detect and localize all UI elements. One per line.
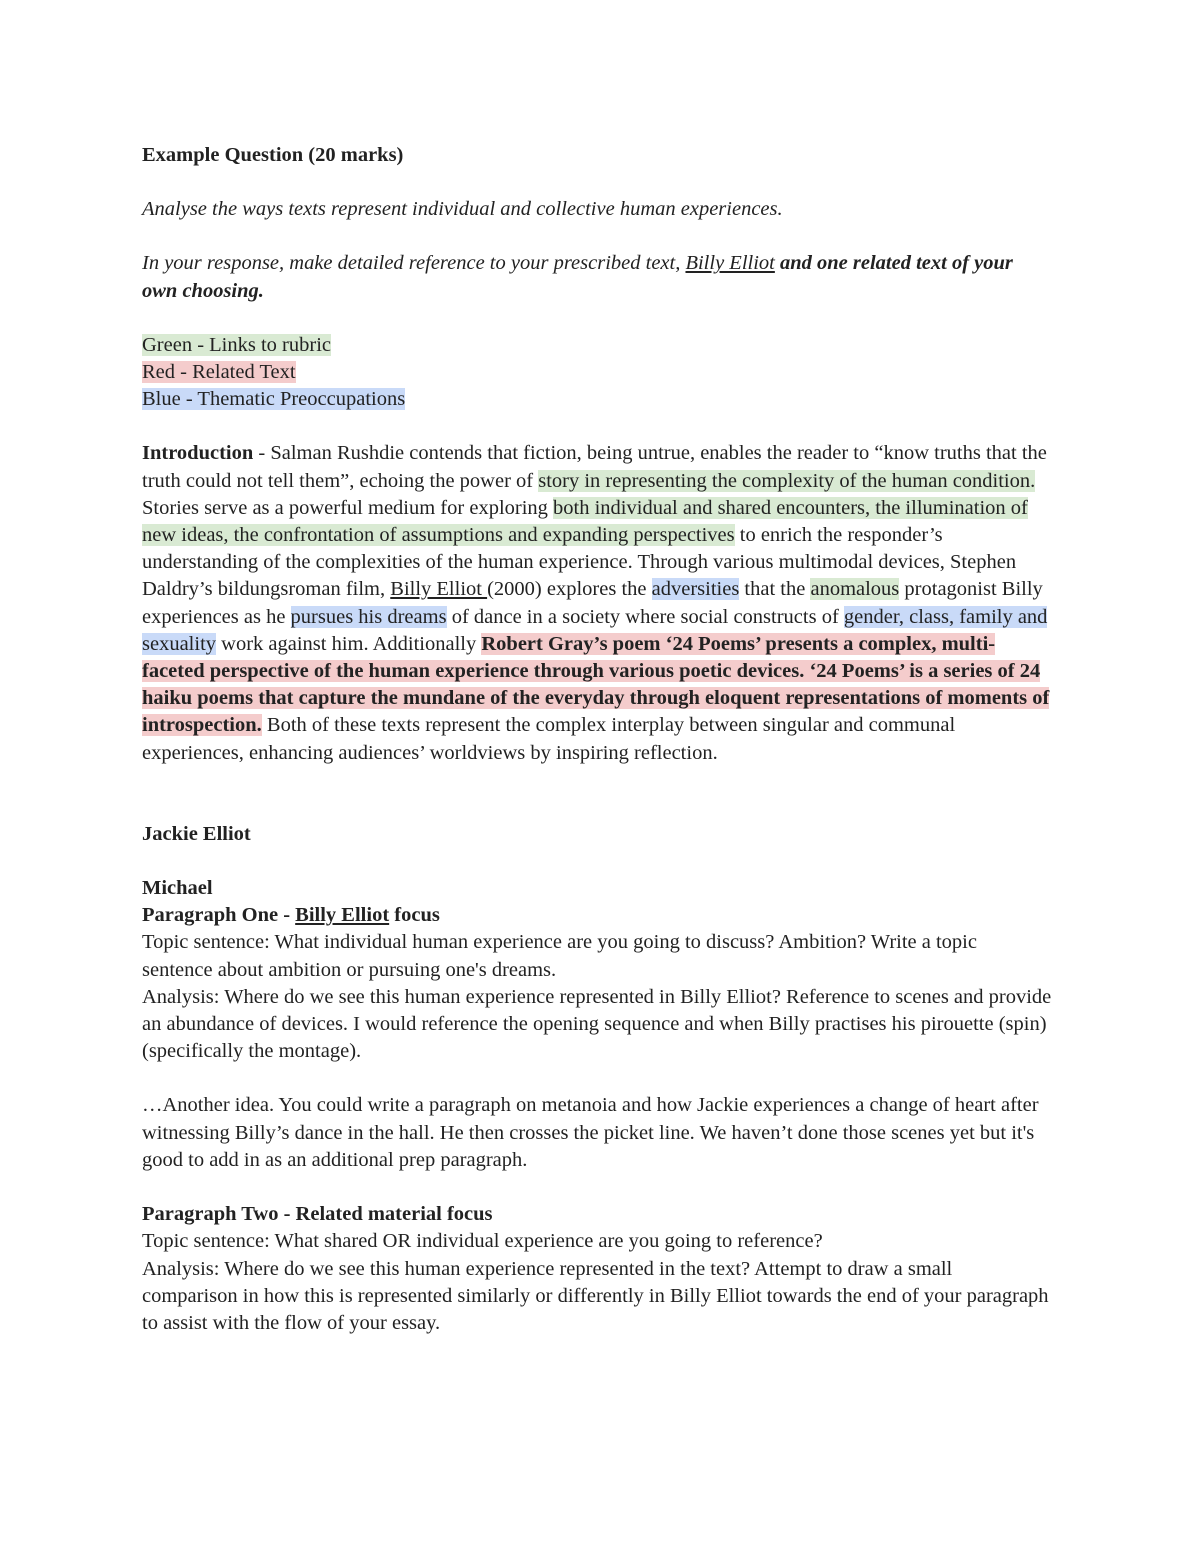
spacer (142, 169, 1052, 196)
intro-text: of dance in a society where social constructs of (446, 605, 844, 628)
intro-text: Both of these texts represent the complex interplay between singular and communal experiences, enhancing audiences’ worldviews by inspiring reflection. (142, 714, 956, 764)
question-prompt: Analyse the ways texts represent individual and collective human experiences. (142, 198, 783, 221)
paragraph-one-heading (142, 902, 1052, 929)
rubric-highlight: both individual and shared encounters, the illumination of new ideas, the confrontation of assumptions and expanding perspectives (142, 496, 1028, 547)
legend-green-line (142, 332, 1052, 359)
paragraph-one-analysis: Analysis: Where do we see this human experience represented in Billy Elliot? Reference to scenes and provide an abundance of devices. I would reference the opening sequence and when Billy practises his pirouette (spin) (specifically the montage). (142, 985, 1052, 1063)
introduction-label: Introduction (142, 442, 254, 465)
legend-blue-line (142, 386, 1052, 413)
legend-green: Green - Links to rubric (142, 333, 331, 356)
heading-jackie-elliot: Jackie Elliot (142, 822, 251, 845)
heading-end: focus (389, 904, 440, 927)
paragraph-two-heading: Paragraph Two - Related material focus (142, 1203, 493, 1226)
rubric-highlight: story in representing the complexity of the human condition. (538, 469, 1036, 492)
spacer (142, 767, 1052, 821)
spacer (142, 1174, 1052, 1201)
paragraph-one-idea: …Another idea. You could write a paragraph on metanoia and how Jackie experiences a change of heart after witnessing Billy’s dance in the hall. He then crosses the picket line. We haven’t done those scenes yet but it's good to add in as an additional prep paragraph. (142, 1094, 1039, 1171)
intro-text: that the (739, 578, 811, 601)
instruction-start: In your response, make detailed reference to your prescribed text, (142, 252, 686, 275)
heading-michael: Michael (142, 877, 213, 900)
intro-text: to enrich the responder’s understanding of the complexities of the human experience. Through various multimodal devices, Stephen Daldry’s bildungsroman film, (142, 524, 1017, 601)
heading-start: Paragraph One - (142, 904, 296, 927)
paragraph-two-topic: Topic sentence: What shared OR individual experience are you going to reference? (142, 1230, 823, 1253)
spacer (142, 223, 1052, 250)
legend-blue: Blue - Thematic Preoccupations (142, 388, 406, 411)
rubric-highlight: anomalous (810, 578, 900, 601)
paragraph-two-analysis: Analysis: Where do we see this human experience represented in the text? Attempt to draw a small comparison in how this is represented similarly or differently in Billy Elliot towards the end of your paragraph to assist with the flow of your essay. (142, 1257, 1049, 1334)
intro-text: (2000) explores the (487, 578, 652, 601)
related-text-highlight: Robert Gray’s poem ‘24 Poems’ presents a complex, multi-faceted perspective of the human experience through various poetic devices. ‘24 Poems’ is a series of 24 haiku poems that capture the mundane of the everyday through eloquent representations of moments of introspection. (142, 632, 1050, 737)
theme-highlight: gender, class, family and sexuality (142, 605, 1048, 655)
intro-text: - Salman Rushdie contends that fiction, being untrue, enables the reader to “know truths that the truth could not tell them”, echoing the power of (142, 442, 1047, 492)
document-page (142, 142, 1052, 1337)
legend-red: Red - Related Text (142, 361, 296, 384)
paragraph-one-topic: Topic sentence: What individual human experience are you going to discuss? Ambition? Write a topic sentence about ambition or pursuing one's dreams. (142, 931, 977, 981)
film-title: Billy Elliot (390, 578, 488, 601)
theme-highlight: pursues his dreams (290, 605, 447, 628)
heading-film-title: Billy Elliot (295, 904, 390, 927)
instruction-end: and one related text of your own choosing. (142, 252, 1013, 302)
legend-red-line (142, 359, 1052, 386)
theme-highlight: adversities (651, 578, 740, 601)
spacer (142, 1065, 1052, 1092)
spacer (142, 413, 1052, 440)
intro-text: Stories serve as a powerful medium for exploring (142, 496, 554, 519)
intro-text: work against him. Additionally (216, 632, 482, 655)
spacer (142, 848, 1052, 875)
prescribed-text-title: Billy Elliot (685, 252, 775, 275)
question-instruction (142, 250, 1052, 304)
question-title: Example Question (20 marks) (142, 144, 404, 166)
introduction-paragraph (142, 440, 1052, 766)
spacer (142, 305, 1052, 332)
intro-text: protagonist Billy experiences as he (142, 578, 1043, 628)
